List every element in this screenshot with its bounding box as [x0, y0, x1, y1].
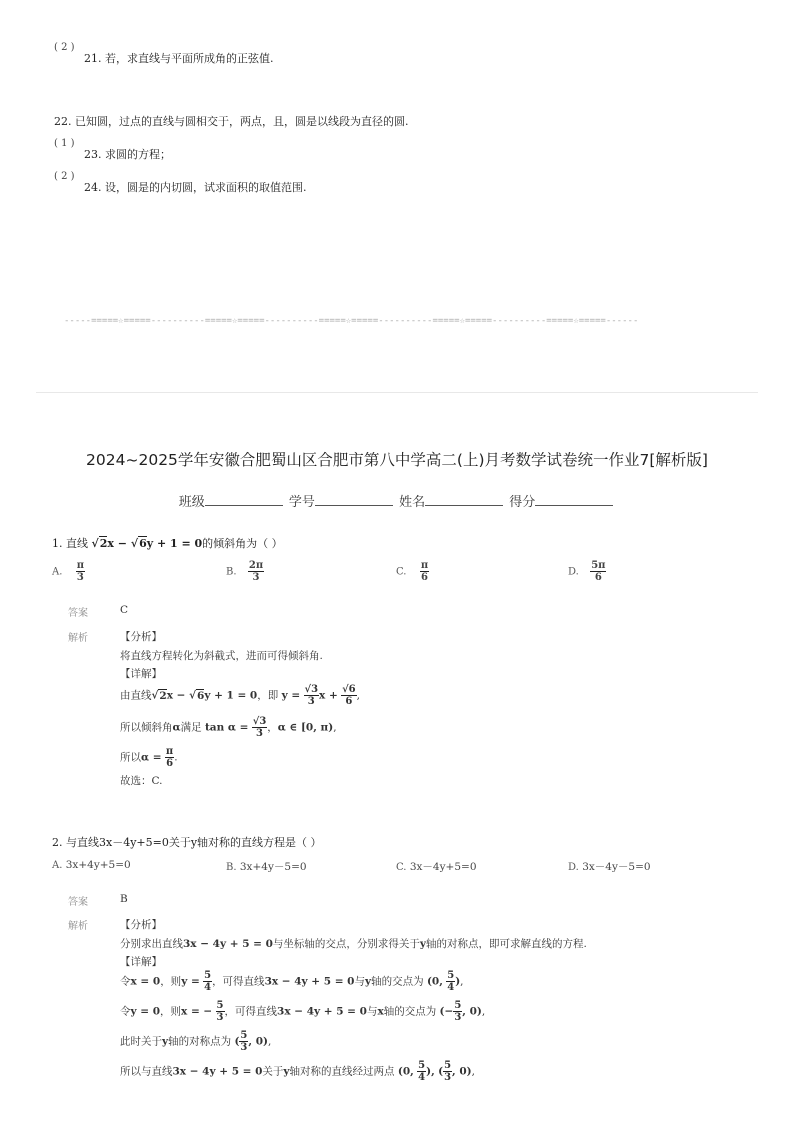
name-label: 姓名 — [399, 495, 426, 510]
q2-step3: 此时关于y轴的对称点为 ( $\frac{5}{3}$ , 0), — [120, 1030, 272, 1053]
score-field[interactable] — [535, 493, 613, 506]
q2-option-c[interactable]: C. 3x－4y+5=0 — [396, 861, 477, 873]
q1-fenxi-head: 【分析】 — [120, 631, 162, 643]
q2-answer: B — [120, 893, 128, 905]
q1-step2: 所以倾斜角α满足 tan α = $\frac{√3}{3}$ ，α ∈ [0, π), — [120, 716, 337, 739]
q1-step3: 所以α = $\frac{\pi}{6}$ . — [120, 746, 178, 769]
id-label: 学号 — [288, 495, 315, 510]
q2-fenxi-head: 【分析】 — [120, 919, 162, 931]
q1-step1: 由直线√2x − √6y + 1 = 0，即 y = $\frac{√3}{3}$ x + $\frac{√6}{6}$ , — [120, 684, 360, 707]
q2-step4: 所以与直线3x − 4y + 5 = 0关于y轴对称的直线经过两点 (0, $\frac{5}{4}$ ), ( $\frac{5}{3}$ , 0), — [120, 1060, 475, 1083]
q2-xiangjie-head: 【详解】 — [120, 956, 162, 968]
q2-step2: 令y = 0，则x = − $\frac{5}{3}$ ，可得直线3x − 4y + 5 = 0与x轴的交点为 (− $\frac{5}{3}$ , 0), — [120, 1000, 486, 1023]
section-divider: -----=====☆=====----------=====☆=====----------=====☆=====----------=====☆=====----------=====☆=====------ — [64, 316, 639, 326]
student-info — [0, 491, 794, 510]
q1-xiangjie-head: 【详解】 — [120, 668, 162, 680]
q2-answer-label: 答案 — [68, 897, 88, 908]
q24-text: 24. 设，圆是的内切圆，试求面积的取值范围. — [84, 181, 307, 194]
q23-marker: ( 1 ) — [54, 138, 75, 149]
q1-fenxi: 将直线方程转化为斜截式，进而可得倾斜角. — [120, 650, 323, 662]
id-field[interactable] — [315, 493, 393, 506]
q21-marker: ( 2 ) — [54, 42, 75, 53]
page-separator — [36, 392, 758, 393]
q1-equation: √2x − √6y + 1 = 0 — [91, 537, 203, 550]
q1-answer: C — [120, 604, 129, 616]
q1-conclusion: 故选：C. — [120, 775, 163, 787]
name-field[interactable] — [425, 493, 503, 506]
q2-stem: 2. 与直线3x－4y+5=0关于y轴对称的直线方程是（ ） — [52, 836, 322, 849]
q1-stem: 1. 直线 √2x − √6y + 1 = 0的倾斜角为（ ） — [52, 537, 283, 550]
q2-step1: 令x = 0，则y = $\frac{5}{4}$ ，可得直线3x − 4y + 5 = 0与y轴的交点为 (0, $\frac{5}{4}$ ), — [120, 970, 464, 993]
q2-analysis-label: 解析 — [68, 921, 88, 932]
q23-text: 23. 求圆的方程； — [84, 148, 171, 161]
q2-fenxi: 分别求出直线3x − 4y + 5 = 0与坐标轴的交点，分别求得关于y轴的对称点，即可求解直线的方程. — [120, 938, 587, 950]
q1-option-c[interactable]: C. $\frac{\pi}{6}$ — [396, 560, 429, 583]
q22-text: 22. 已知圆，过点的直线与圆相交于，两点，且，圆是以线段为直径的圆. — [54, 115, 409, 128]
q1-option-d[interactable]: D. $\frac{5\pi}{6}$ — [568, 560, 606, 583]
q2-option-d[interactable]: D. 3x－4y－5=0 — [568, 861, 651, 873]
page-title: 2024~2025学年安徽合肥蜀山区合肥市第八中学高二(上)月考数学试卷统一作业7[解析版] — [86, 451, 708, 469]
q2-option-a[interactable]: A. 3x+4y+5=0 — [52, 859, 131, 871]
q1-analysis-label: 解析 — [68, 633, 88, 644]
q24-marker: ( 2 ) — [54, 171, 75, 182]
class-field[interactable] — [205, 493, 283, 506]
q1-answer-label: 答案 — [68, 608, 88, 619]
q1-option-b[interactable]: B. $\frac{2\pi}{3}$ — [226, 560, 264, 583]
q2-option-b[interactable]: B. 3x+4y－5=0 — [226, 861, 307, 873]
q1-option-a[interactable]: A. $\frac{\pi}{3}$ — [52, 560, 85, 583]
score-label: 得分 — [509, 495, 536, 510]
class-label: 班级 — [178, 495, 205, 510]
q21-text: 21. 若，求直线与平面所成角的正弦值. — [84, 52, 274, 65]
